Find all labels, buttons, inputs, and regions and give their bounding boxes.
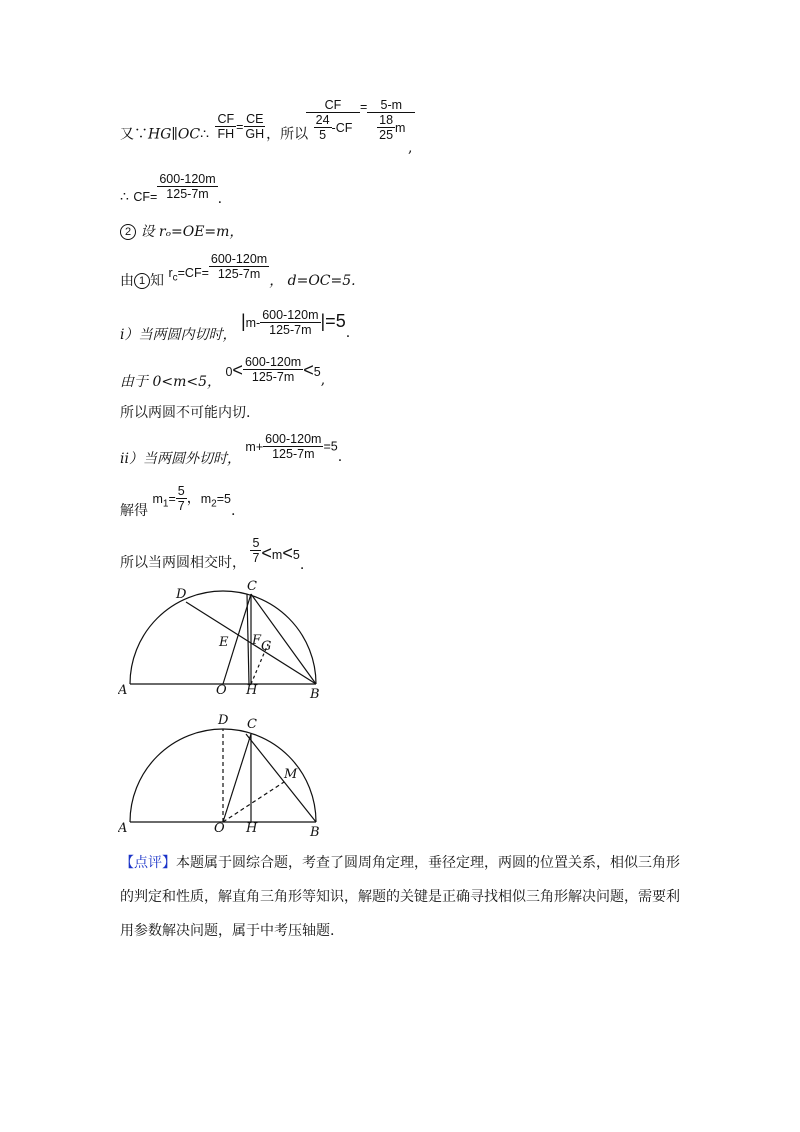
label-f: F xyxy=(252,633,262,648)
fraction-ce-gh: $\frac{CE}{GH}$ xyxy=(245,112,265,141)
label-c-2: C xyxy=(247,717,257,732)
figure-1-semicircle xyxy=(118,576,328,700)
label-m-2: M xyxy=(284,767,298,782)
comma: , xyxy=(408,140,413,156)
given-parallel: HG∥OC xyxy=(148,126,201,143)
line-external-tangent: ii）当两圆外切时， m+ $\frac{600-120m}{125-7m}$ =5. xyxy=(120,432,343,467)
label-a: A xyxy=(118,683,128,698)
label-h: H xyxy=(246,683,258,698)
line-internal-tangent: i）当两圆内切时， |m- $\frac{600-120m}{125-7m}$ |=5. xyxy=(120,308,351,343)
line-solutions: 解得 $m_1=$ $\frac{5}{7}$ ，$m_2=5$. xyxy=(120,484,236,519)
line-cf-expression: ∴ CF= $\frac{600-120m}{125-7m}$ . xyxy=(120,172,223,207)
line-no-internal: 所以两圆不可能内切. xyxy=(120,405,251,421)
line-similar-ratio: 又∵HG∥OC∴ $\frac{CF}{FH}$ = $\frac{CE}{GH}$ ，所以 xyxy=(120,112,309,143)
label-b: B xyxy=(310,687,320,700)
line-set-radius: 2 设 rₒ=OE=m， xyxy=(120,221,243,241)
compound-fraction: CF $\frac{24}{5}$ -CF = 5-m $\frac{18}{25}$ m xyxy=(306,98,415,142)
label-d: D xyxy=(176,587,187,602)
label-b-2: B xyxy=(310,825,320,838)
comment-paragraph xyxy=(120,846,690,948)
segment-ch-inner xyxy=(247,594,249,684)
text-so: ，所以 xyxy=(266,126,309,143)
line-range-m: 由于 0<m<5， 0< $\frac{600-120m}{125-7m}$ <5, xyxy=(120,355,326,390)
figure-2-semicircle xyxy=(118,710,328,838)
therefore-symbol: ∴ xyxy=(200,126,209,143)
label-g: G xyxy=(261,639,272,654)
label-e: E xyxy=(219,635,229,650)
text-prefix: 又∵ xyxy=(120,126,148,143)
comment-tag: 【点评】 xyxy=(120,855,176,871)
label-d-2: D xyxy=(218,713,229,728)
fraction-cf-fh: $\frac{CF}{FH}$ xyxy=(217,112,235,141)
segment-oc-2 xyxy=(223,734,251,822)
line-intersect-range: 所以当两圆相交时， $\frac{5}{7}$ <m<5. xyxy=(120,536,305,573)
label-h-2: H xyxy=(246,821,258,836)
label-c: C xyxy=(247,579,257,594)
line-rc-d: 由 1 知 $r_c=CF=$ $\frac{600-120m}{125-7m}$ ， d=OC=5. xyxy=(120,252,356,289)
dashed-om xyxy=(223,782,284,822)
label-o: O xyxy=(216,683,227,698)
label-a-2: A xyxy=(118,821,128,836)
comment-text: 本题属于圆综合题，考查了圆周角定理，垂径定理，两圆的位置关系，相似三角形的判定和性质，解直角三角形等知识，解题的关键是正确寻找相似三角形解决问题，需要利用参数解决问题，属于中考压轴题. xyxy=(120,855,680,939)
label-o-2: O xyxy=(214,821,225,836)
